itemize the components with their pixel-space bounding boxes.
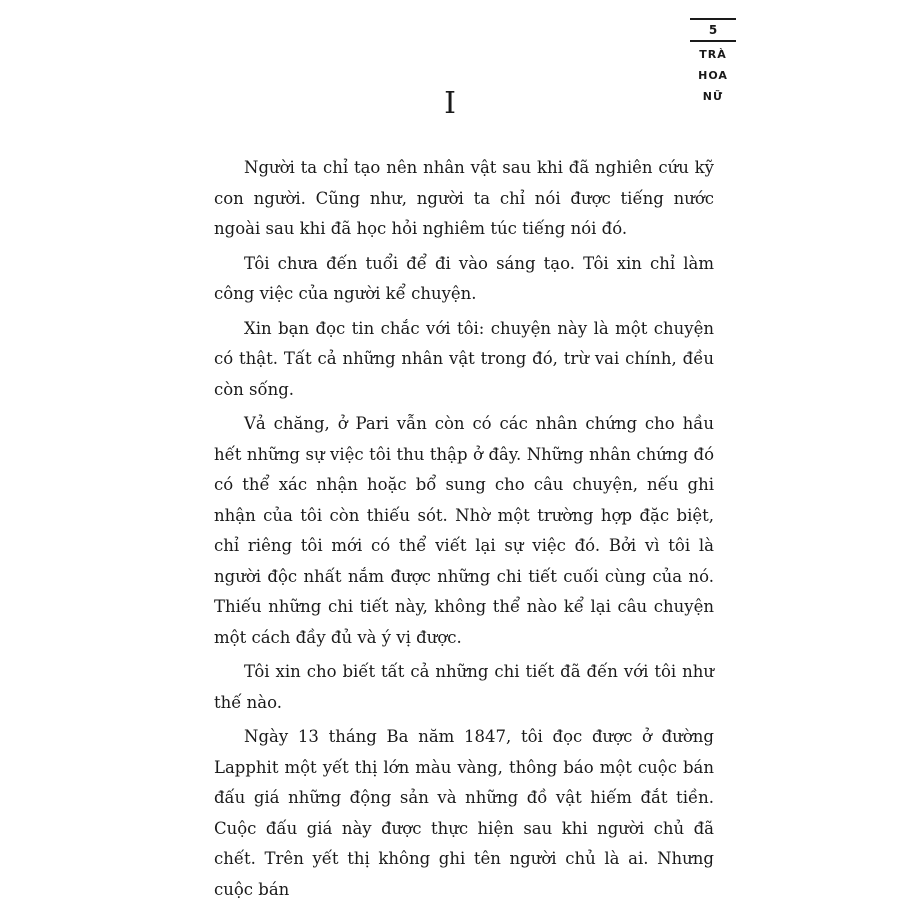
body-text: [214, 153, 714, 909]
paragraph: Tôi xin cho biết tất cả những chi tiết đã đến với tôi như thế nào.: [214, 662, 714, 712]
paragraph: Người ta chỉ tạo nên nhân vật sau khi đã nghiên cứu kỹ con người. Cũng như, người ta chỉ nói được tiếng nước ngoài sau khi đã học hỏi nghiêm túc tiếng nói đó.: [214, 158, 714, 238]
paragraph: Xin bạn đọc tin chắc với tôi: chuyện này là một chuyện có thật. Tất cả những nhân vật trong đó, trừ vai chính, đều còn sống.: [214, 318, 714, 399]
book-title-line: TRÀ: [699, 48, 727, 61]
chapter-heading: I: [444, 86, 456, 121]
paragraph: Ngày 13 tháng Ba năm 1847, tôi đọc được ở đường Lapphit một yết thị lớn màu vàng, thông báo một cuộc bán đấu giá những động sản và những đồ vật hiếm đắt tiền. Cuộc đấu giá này được thực hiện sau khi người chủ đã chết. Trên yết thị không ghi tên người chủ là ai. Nhưng cuộc bán: [214, 727, 714, 899]
book-title-line: HOA: [698, 69, 728, 82]
paragraph: Vả chăng, ở Pari vẫn còn có các nhân chứng cho hầu hết những sự việc tôi thu thập ở đây. Những nhân chứng đó có thể xác nhận hoặc bổ sung cho câu chuyện, nếu ghi nhận của tôi còn thiếu sót. Nhờ một trường hợp đặc biệt, chỉ riêng tôi mới có thể viết lại sự việc đó. Bởi vì tôi là người độc nhất nắm được những chi tiết cuối cùng của nó. Thiếu những chi tiết này, không thể nào kể lại câu chuyện một cách đầy đủ và ý vị được.: [214, 414, 714, 647]
page-number: 5: [708, 23, 718, 37]
paragraph: Tôi chưa đến tuổi để đi vào sáng tạo. Tôi xin chỉ làm công việc của người kể chuyện.: [214, 253, 714, 303]
book-title-line: NỮ: [702, 90, 724, 103]
